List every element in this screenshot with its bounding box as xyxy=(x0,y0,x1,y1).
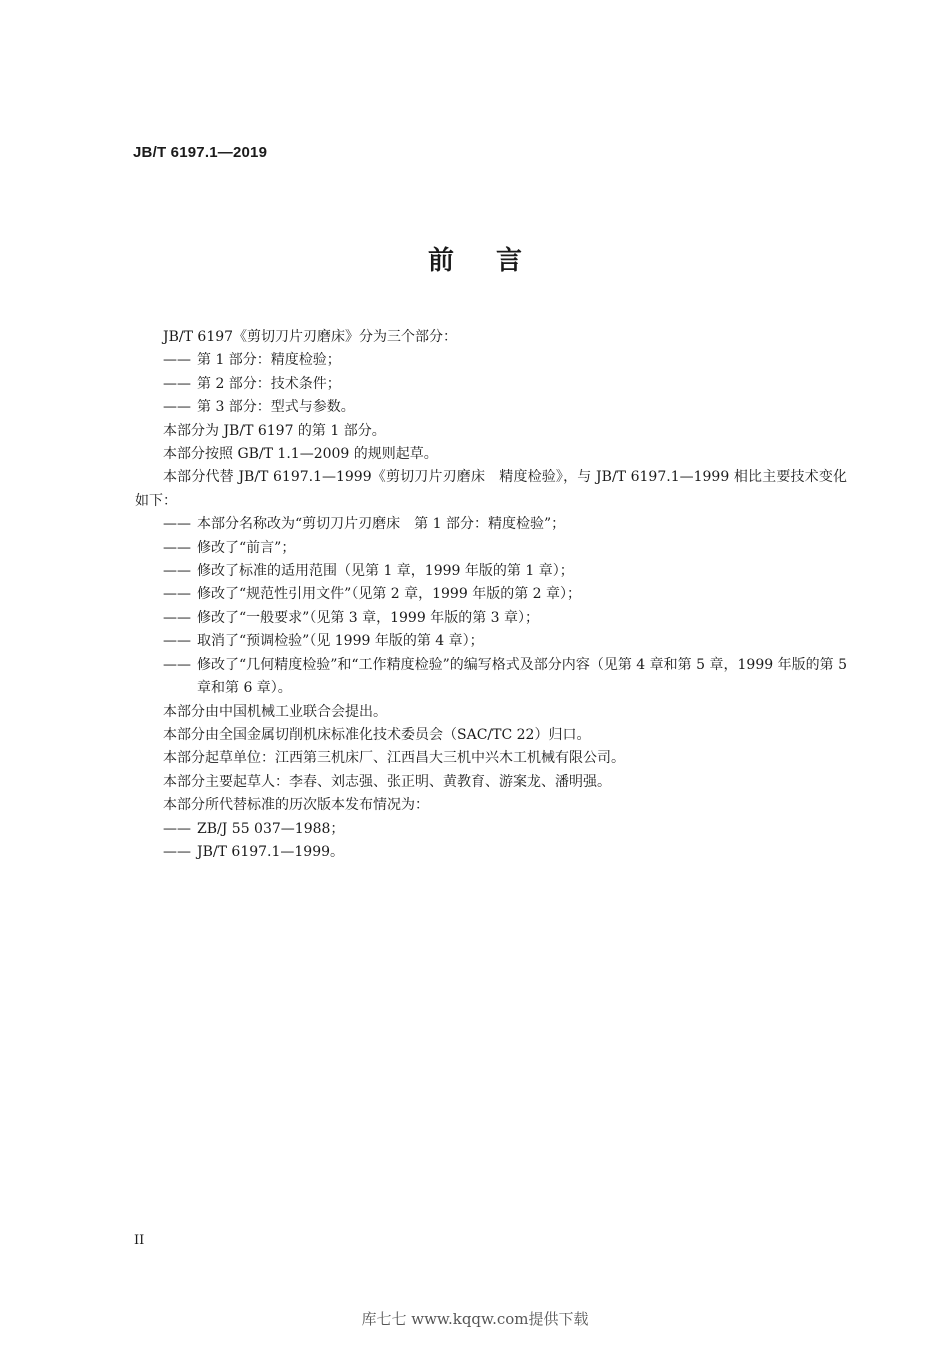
dash-mark: —— xyxy=(163,399,191,416)
dash-item-text: JB/T 6197.1—1999。 xyxy=(197,843,345,860)
page-title: 前言 xyxy=(427,246,564,276)
dash-item-text: 本部分名称改为“剪切刀片刃磨床 第 1 部分：精度检验”； xyxy=(197,516,566,533)
download-watermark: 库七七 www.kqqw.com提供下载 xyxy=(361,1310,589,1328)
dash-list-item xyxy=(135,560,847,583)
body-paragraph: 本部分为 JB/T 6197 的第 1 部分。 xyxy=(163,422,386,439)
page-number: II xyxy=(134,1233,145,1248)
body-paragraph: 本部分由中国机械工业联合会提出。 xyxy=(163,703,387,720)
dash-item-text: 第 1 部分：精度检验； xyxy=(197,352,341,369)
dash-item-text: 第 3 部分：型式与参数。 xyxy=(197,399,355,416)
dash-list-item xyxy=(135,396,847,419)
dash-item-text: 修改了“规范性引用文件”（见第 2 章，1999 年版的第 2 章）； xyxy=(197,586,582,603)
dash-item-text: ZB/J 55 037—1988； xyxy=(197,820,345,837)
foreword-body xyxy=(135,326,847,864)
dash-list-item xyxy=(135,818,847,841)
body-paragraph: 本部分由全国金属切削机床标准化技术委员会（SAC/TC 22）归口。 xyxy=(163,726,591,743)
dash-mark: —— xyxy=(163,375,191,392)
dash-mark: —— xyxy=(163,820,191,837)
dash-item-text: 第 2 部分：技术条件； xyxy=(197,375,341,392)
dash-mark: —— xyxy=(163,539,191,556)
dash-mark: —— xyxy=(163,352,191,369)
dash-list-item xyxy=(135,373,847,396)
dash-item-text: 修改了“几何精度检验”和“工作精度检验”的编写格式及部分内容（见第 4 章和第 5 章，1999 年版的第 5 章和第 6 章）。 xyxy=(197,656,847,697)
dash-list-item xyxy=(135,537,847,560)
dash-list-item xyxy=(135,654,847,701)
dash-item-text: 修改了标准的适用范围（见第 1 章，1999 年版的第 1 章）； xyxy=(197,563,574,580)
dash-list-item xyxy=(135,607,847,630)
body-paragraph: JB/T 6197《剪切刀片刃磨床》分为三个部分： xyxy=(163,329,458,345)
dash-mark: —— xyxy=(163,516,191,533)
standard-number: JB/T 6197.1—2019 xyxy=(133,144,268,161)
body-paragraph: 本部分所代替标准的历次版本发布情况为： xyxy=(163,797,429,814)
dash-list-item xyxy=(135,630,847,653)
dash-mark: —— xyxy=(163,609,191,626)
dash-mark: —— xyxy=(163,586,191,603)
dash-item-text: 修改了“一般要求”（见第 3 章，1999 年版的第 3 章）； xyxy=(197,609,540,626)
body-paragraph: 本部分按照 GB/T 1.1—2009 的规则起草。 xyxy=(163,446,438,463)
body-paragraph: 本部分起草单位：江西第三机床厂、江西昌大三机中兴木工机械有限公司。 xyxy=(163,750,625,767)
body-paragraph: 本部分代替 JB/T 6197.1—1999《剪切刀片刃磨床 精度检验》，与 JB/T 6197.1—1999 相比主要技术变化如下： xyxy=(135,469,847,509)
dash-list-item xyxy=(135,583,847,606)
dash-item-text: 取消了“预调检验”（见 1999 年版的第 4 章）； xyxy=(197,633,484,650)
dash-mark: —— xyxy=(163,843,191,860)
dash-mark: —— xyxy=(163,633,191,650)
dash-list-item xyxy=(135,841,847,864)
dash-list-item xyxy=(135,349,847,372)
dash-list-item xyxy=(135,513,847,536)
body-paragraph: 本部分主要起草人：李春、刘志强、张正明、黄教育、游案龙、潘明强。 xyxy=(163,773,611,790)
dash-mark: —— xyxy=(163,656,191,673)
dash-mark: —— xyxy=(163,563,191,580)
dash-item-text: 修改了“前言”； xyxy=(197,539,296,556)
